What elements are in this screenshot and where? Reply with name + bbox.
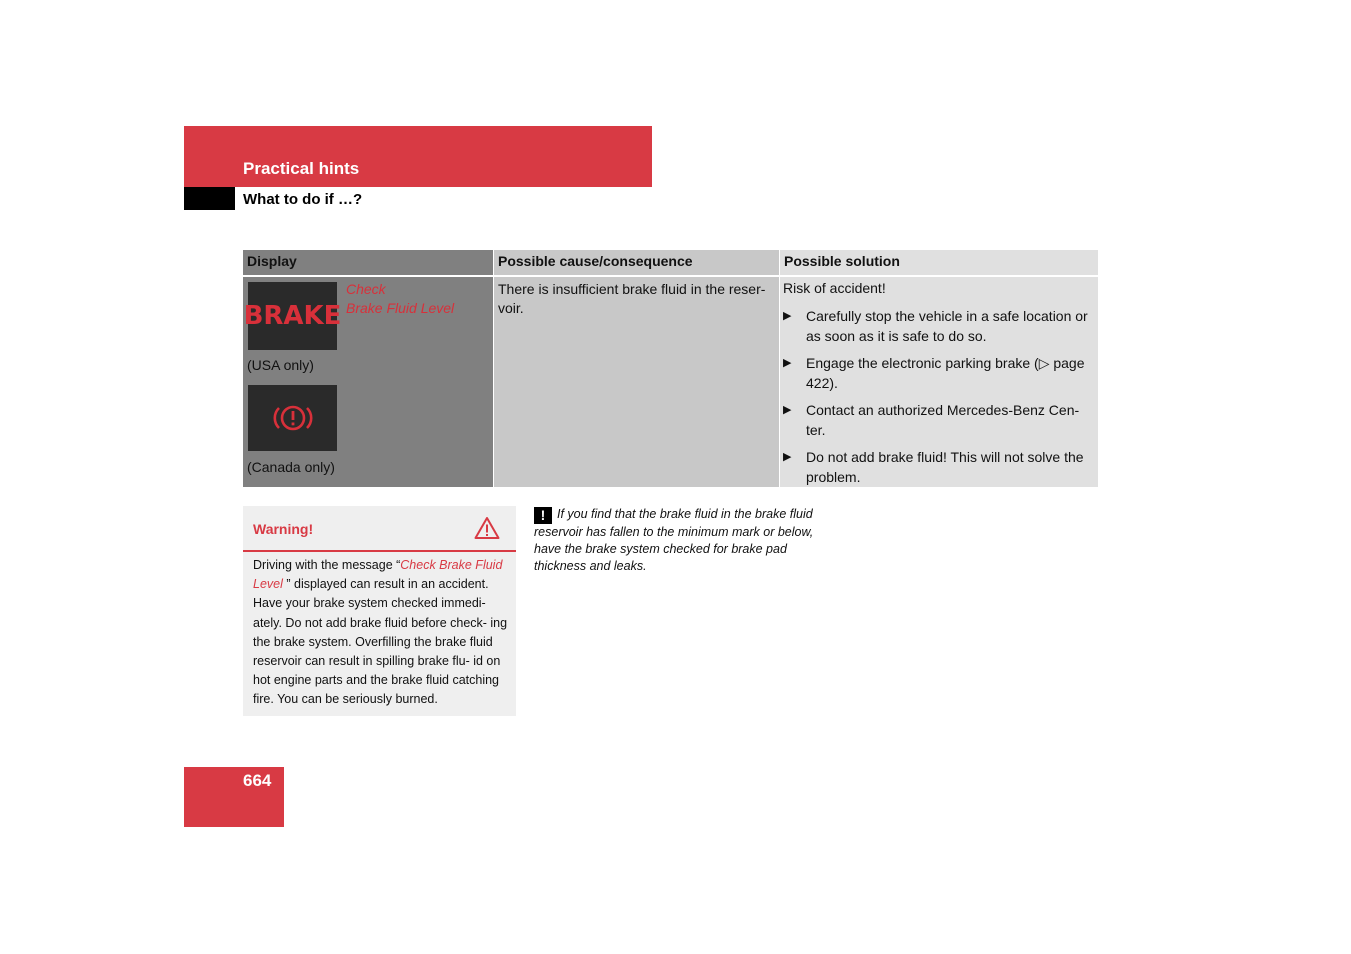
page-number: 664 [243,771,272,790]
warning-box [243,506,516,716]
section-title: Practical hints [243,159,360,178]
list-item [783,448,1095,487]
display-cell [243,276,493,487]
bullet-arrow-icon: ▶ [783,357,792,369]
solution-text: Carefully stop the vehicle in a safe location or as soon as it is safe to do so. [806,308,1088,344]
solution-text: Do not add brake fluid! This will not solve the problem. [806,449,1084,485]
list-item [783,354,1095,393]
cause-cell [493,276,779,487]
header-display: Display [243,250,493,275]
brake-warning-icon [248,385,337,451]
risk-text: Risk of accident! [783,280,886,296]
cause-text: There is insufficient brake fluid in the reser- voir. [498,281,766,316]
bullet-arrow-icon: ▶ [783,451,792,463]
brake-display-icon [243,282,342,350]
solution-list [783,307,1095,495]
bullet-arrow-icon: ▶ [783,310,792,322]
note-box [534,506,814,575]
display-message-line1: Check [346,281,386,297]
warning-label: Warning! [253,521,314,537]
page-subtitle: What to do if …? [243,191,363,208]
solution-text: Engage the electronic parking brake (▷ page 422). [806,355,1085,391]
note-text: If you find that the brake fluid in the brake fluid reservoir has fallen to the minimum mark or below, have the brake system checked for brake pad thickness and leaks. [534,507,814,573]
solution-cell [779,276,1098,487]
warning-triangle-icon [474,516,500,540]
canada-only-label: (Canada only) [247,459,335,475]
warning-text-rest: ” displayed can result in an accident. Have your brake system checked immedi- ately. Do not add brake fluid before check- ing the brake system. Overfilling the brake fluid reservoir can result in spilling brake flu- id on hot engine parts and the brake fluid catching fire. You can be seriously burned. [253,577,508,707]
list-item [783,401,1095,440]
troubleshooting-table [243,250,1098,487]
warning-message-highlight: Check Brake Fluid Level [253,558,503,592]
exclamation-icon: ! [534,507,552,524]
display-message-line2: Brake Fluid Level [346,300,455,316]
header-cause: Possible cause/consequence [493,250,779,275]
section-marker [184,187,235,210]
header-solution: Possible solution [779,250,1098,275]
solution-text: Contact an authorized Mercedes-Benz Cen- ter. [806,402,1080,438]
display-message [346,280,486,318]
warning-text-start: Driving with the message “ [253,558,401,572]
list-item [783,307,1095,346]
warning-header [243,506,516,552]
warning-text [253,556,509,710]
usa-only-label: (USA only) [247,357,314,373]
bullet-arrow-icon: ▶ [783,404,792,416]
brake-label: BRAKE [243,301,342,331]
